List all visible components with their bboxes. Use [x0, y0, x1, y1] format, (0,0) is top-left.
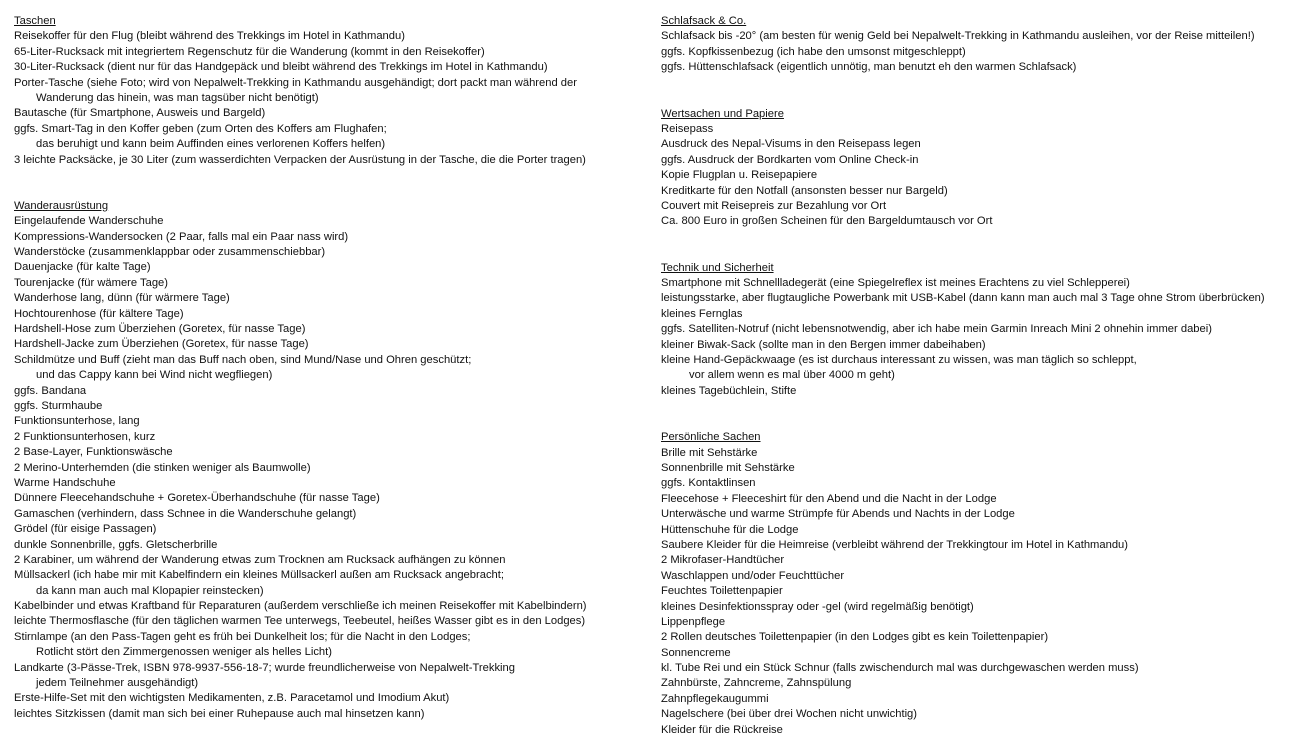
list-item: 65-Liter-Rucksack mit integriertem Regenschutz für die Wanderung (kommt in den Reisekoffer) [14, 45, 485, 58]
list-item: ggfs. Hüttenschlafsack (eigentlich unnötig, man benutzt eh den warmen Schlafsack) [661, 61, 1077, 74]
list-item: Dünnere Fleecehandschuhe + Goretex-Überhandschuhe (für nasse Tage) [14, 492, 380, 505]
list-item: Tourenjacke (für wämere Tage) [14, 276, 168, 289]
list-item: Kreditkarte für den Notfall (ansonsten besser nur Bargeld) [661, 184, 948, 197]
left-column [14, 14, 644, 722]
section-spacer [661, 230, 1291, 261]
list-item: 30-Liter-Rucksack (dient nur für das Handgepäck und bleibt während des Trekkings im Hotel in Kathmandu) [14, 61, 548, 74]
list-item: Reisepass [661, 122, 714, 135]
list-item: Fleecehose + Fleeceshirt für den Abend und die Nacht in der Lodge [661, 492, 997, 505]
list-item: Funktionsunterhose, lang [14, 415, 140, 428]
list-item: ggfs. Kopfkissenbezug (ich habe den umsonst mitgeschleppt) [661, 45, 966, 58]
list-item: Erste-Hilfe-Set mit den wichtigsten Medikamenten, z.B. Paracetamol und Imodium Akut) [14, 692, 450, 705]
list-item: Couvert mit Reisepreis zur Bezahlung vor Ort [661, 199, 887, 212]
list-item: Kabelbinder und etwas Kraftband für Reparaturen (außerdem verschließe ich meinen Reisekoffer mit Kabelbindern) [14, 600, 587, 613]
section-taschen [14, 14, 644, 168]
list-item: kleines Tagebüchlein, Stifte [661, 384, 797, 397]
list-item: Porter-Tasche (siehe Foto; wird von Nepalwelt-Trekking in Kathmandu ausgehändigt; dort packt man während der [14, 76, 577, 89]
list-item: Kompressions-Wandersocken (2 Paar, falls mal ein Paar nass wird) [14, 230, 349, 243]
list-item: leichte Thermosflasche (für den täglichen warmen Tee unterwegs, Teebeutel, heißes Wasser gibt es in den Lodges) [14, 615, 586, 628]
list-item: Lippenpflege [661, 615, 726, 628]
list-item: Sonnencreme [661, 646, 731, 659]
section-title-taschen: Taschen [14, 15, 56, 27]
list-item: Dauenjacke (für kalte Tage) [14, 261, 151, 274]
list-item: ggfs. Smart-Tag in den Koffer geben (zum Orten des Koffers am Flughafen; [14, 122, 387, 135]
section-title-schlafsack: Schlafsack & Co. [661, 15, 747, 27]
list-item: Gamaschen (verhindern, dass Schnee in die Wanderschuhe gelangt) [14, 507, 357, 520]
list-item-continuation: da kann man auch mal Klopapier reinstecken) [36, 584, 264, 597]
list-item: Bautasche (für Smartphone, Ausweis und Bargeld) [14, 107, 266, 120]
list-item: ggfs. Kontaktlinsen [661, 477, 756, 490]
list-item: Hüttenschuhe für die Lodge [661, 523, 799, 536]
list-item: Waschlappen und/oder Feuchttücher [661, 569, 845, 582]
list-item: Kleider für die Rückreise [661, 723, 783, 736]
list-item: leistungsstarke, aber flugtaugliche Powerbank mit USB-Kabel (dann kann man auch mal 3 Tage ohne Strom überbrücken) [661, 292, 1265, 305]
list-item: Sonnenbrille mit Sehstärke [661, 461, 795, 474]
section-title-persoenlich: Persönliche Sachen [661, 431, 761, 444]
list-item: Ca. 800 Euro in großen Scheinen für den Bargeldumtausch vor Ort [661, 215, 993, 228]
list-item: dunkle Sonnenbrille, ggfs. Gletscherbrille [14, 538, 218, 551]
list-item: Unterwäsche und warme Strümpfe für Abends und Nachts in der Lodge [661, 508, 1015, 521]
list-item-continuation: Wanderung das hinein, was man tagsüber nicht benötigt) [36, 91, 319, 104]
list-item: Wanderstöcke (zusammenklappbar oder zusammenschiebbar) [14, 246, 326, 259]
list-item: ggfs. Satelliten-Notruf (nicht lebensnotwendig, aber ich habe mein Garmin Inreach Mini 2 ohnehin immer dabei) [661, 323, 1212, 336]
list-item: Hardshell-Hose zum Überziehen (Goretex, für nasse Tage) [14, 323, 306, 336]
list-item: Wanderhose lang, dünn (für wärmere Tage) [14, 292, 230, 305]
list-item: Stirnlampe (an den Pass-Tagen geht es früh bei Dunkelheit los; für die Nacht in den Lodges; [14, 630, 471, 643]
list-item: 2 Funktionsunterhosen, kurz [14, 430, 156, 443]
section-title-wertsachen: Wertsachen und Papiere [661, 107, 784, 120]
section-schlafsack [661, 14, 1291, 76]
list-item: Nagelschere (bei über drei Wochen nicht unwichtig) [661, 708, 917, 721]
list-item: Reisekoffer für den Flug (bleibt während des Trekkings im Hotel in Kathmandu) [14, 30, 405, 43]
list-item: Zahnpflegekaugummi [661, 692, 769, 705]
list-item: Hochtourenhose (für kältere Tage) [14, 307, 184, 320]
section-wertsachen [661, 107, 1291, 230]
list-item: Landkarte (3-Pässe-Trek, ISBN 978-9937-556-18-7; wurde freundlicherweise von Nepalwelt-Trekking [14, 661, 515, 674]
list-item: kleines Desinfektionsspray oder -gel (wird regelmäßig benötigt) [661, 600, 974, 613]
list-item: Ausdruck des Nepal-Visums in den Reisepass legen [661, 138, 921, 151]
list-item: ggfs. Ausdruck der Bordkarten vom Online Check-in [661, 153, 919, 166]
list-item: Grödel (für eisige Passagen) [14, 523, 157, 536]
list-item: Schildmütze und Buff (zieht man das Buff nach oben, sind Mund/Nase und Ohren geschützt; [14, 353, 472, 366]
section-technik [661, 261, 1291, 400]
right-column [661, 14, 1291, 738]
list-item: ggfs. Sturmhaube [14, 399, 103, 412]
list-item: kleines Fernglas [661, 307, 743, 320]
list-item: 2 Karabiner, um während der Wanderung etwas zum Trocknen am Rucksack aufhängen zu können [14, 553, 506, 566]
list-item: kleiner Biwak-Sack (sollte man in den Bergen immer dabeihaben) [661, 338, 986, 351]
section-persoenlich [661, 430, 1291, 738]
list-item: 2 Mikrofaser-Handtücher [661, 554, 785, 567]
list-item: Hardshell-Jacke zum Überziehen (Goretex, für nasse Tage) [14, 338, 309, 351]
list-item: 3 leichte Packsäcke, je 30 Liter (zum wasserdichten Verpacken der Ausrüstung in der Tasche, die die Porter tragen) [14, 153, 586, 166]
list-item: Zahnbürste, Zahncreme, Zahnspülung [661, 677, 852, 690]
list-item: leichtes Sitzkissen (damit man sich bei einer Ruhepause auch mal hinsetzen kann) [14, 707, 425, 720]
section-spacer [661, 399, 1291, 430]
list-item: Smartphone mit Schnellladegerät (eine Spiegelreflex ist meines Erachtens zu viel Schlepperei) [661, 277, 1130, 290]
list-item: Warme Handschuhe [14, 476, 116, 489]
list-item-continuation: das beruhigt und kann beim Auffinden eines verlorenen Koffers helfen) [36, 138, 386, 151]
list-item: 2 Base-Layer, Funktionswäsche [14, 446, 173, 459]
list-item: Brille mit Sehstärke [661, 446, 758, 459]
list-item: Müllsackerl (ich habe mir mit Kabelfindern ein kleines Müllsackerl außen am Rucksack angebracht; [14, 569, 504, 582]
list-item: Schlafsack bis -20° (am besten für wenig Geld bei Nepalwelt-Trekking in Kathmandu ausleihen, vor der Reise mitteilen!) [661, 30, 1255, 43]
section-title-technik: Technik und Sicherheit [661, 261, 774, 274]
list-item-continuation: vor allem wenn es mal über 4000 m geht) [689, 369, 895, 382]
section-spacer [661, 76, 1291, 107]
list-item: kl. Tube Rei und ein Stück Schnur (falls zwischendurch mal was durchgewaschen werden muss) [661, 662, 1139, 675]
section-spacer [14, 168, 644, 199]
list-item: ggfs. Bandana [14, 384, 87, 397]
list-item: Eingelaufende Wanderschuhe [14, 215, 164, 228]
list-item: 2 Rollen deutsches Toilettenpapier (in den Lodges gibt es kein Toilettenpapier) [661, 631, 1049, 644]
section-wanderausruestung [14, 199, 644, 722]
list-item: kleine Hand-Gepäckwaage (es ist durchaus interessant zu wissen, was man täglich so schleppt, [661, 354, 1137, 367]
section-title-wanderausruestung: Wanderausrüstung [14, 199, 109, 212]
list-item-continuation: jedem Teilnehmer ausgehändigt) [36, 677, 199, 690]
list-item-continuation: und das Cappy kann bei Wind nicht wegfliegen) [36, 369, 273, 382]
list-item: Feuchtes Toilettenpapier [661, 585, 783, 598]
list-item: Kopie Flugplan u. Reisepapiere [661, 169, 818, 182]
list-item-continuation: Rotlicht stört den Zimmergenossen weniger als helles Licht) [36, 646, 332, 659]
list-item: Saubere Kleider für die Heimreise (verbleibt während der Trekkingtour im Hotel in Kathmandu) [661, 538, 1128, 551]
list-item: 2 Merino-Unterhemden (die stinken weniger als Baumwolle) [14, 461, 311, 474]
